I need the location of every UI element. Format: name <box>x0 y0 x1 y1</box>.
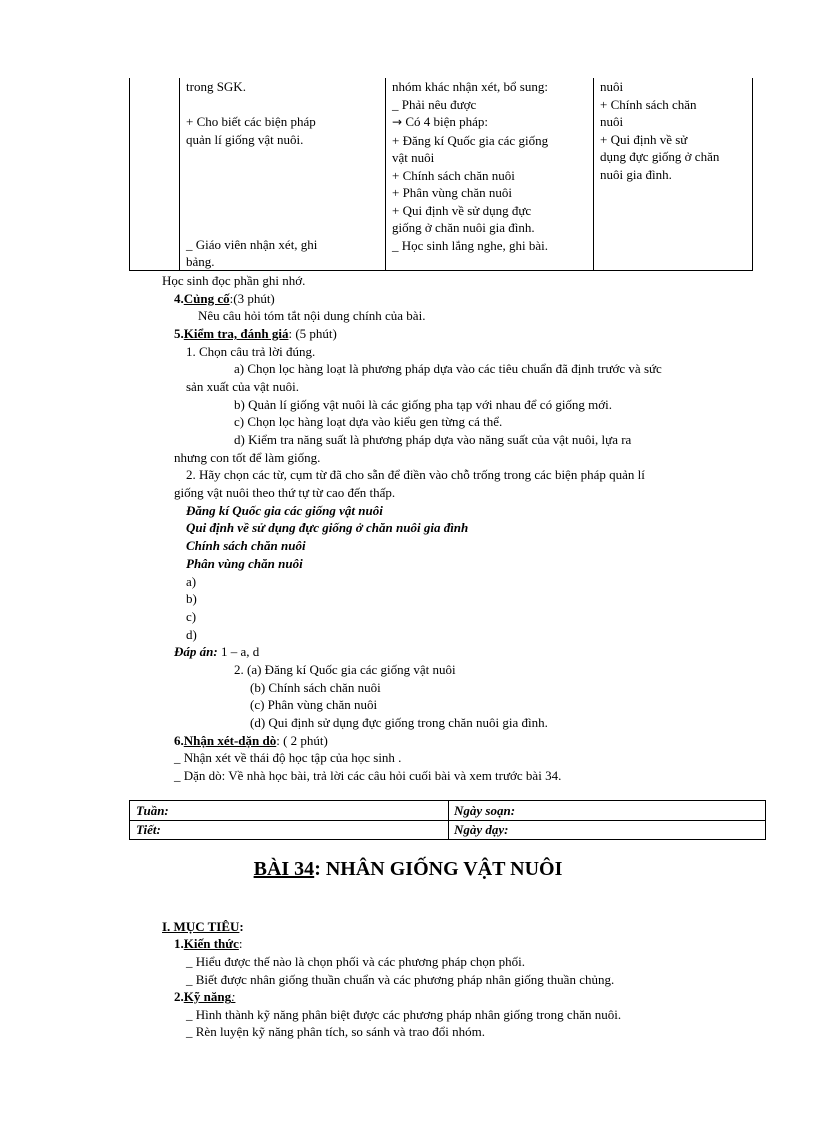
skills-item: _ Rèn luyện kỹ năng phân tích, so sánh và trao đổi nhóm. <box>186 1024 485 1039</box>
blank-item: c) <box>186 609 197 624</box>
question-2-cont: giống vật nuôi theo thứ tự từ cao đến thấp. <box>174 485 396 500</box>
question-1d-cont: nhưng con tốt để làm giống. <box>174 450 321 465</box>
section-6-heading: 6.Nhận xét-dặn dò: ( 2 phút) <box>174 733 328 748</box>
question-1c: c) Chọn lọc hàng loạt dựa vào kiểu gen từng cá thể. <box>234 414 503 429</box>
blank-item: d) <box>186 627 197 642</box>
answer-line-1: Đáp án: 1 – a, d <box>174 644 260 659</box>
lesson-title: BÀI 34: NHÂN GIỐNG VẬT NUÔI <box>253 858 563 880</box>
teach-date-label: Ngày dạy: <box>454 822 509 837</box>
section-4-heading: 4.Củng cố:(3 phút) <box>174 291 275 306</box>
section-4-text: Nêu câu hỏi tóm tắt nội dung chính của bài. <box>198 308 426 323</box>
option-item: Phân vùng chăn nuôi <box>186 556 303 571</box>
question-2: 2. Hãy chọn các từ, cụm từ đã cho sẵn để điền vào chỗ trống trong các biện pháp quản lí <box>186 467 645 482</box>
period-label: Tiết: <box>136 822 161 837</box>
student-activity-cell: nhóm khác nhận xét, bổ sung: _ Phải nêu được → Có 4 biện pháp: + Đăng kí Quốc gia các giống vật nuôi + Chính sách chăn nuôi + Phân vùng chăn nuôi + Qui định về sử dụng đực giống ở chăn nuôi gia đình. _ Học sinh lắng nghe, ghi bài. <box>392 79 549 253</box>
section-6-line: _ Nhận xét về thái độ học tập của học sinh . <box>174 750 402 765</box>
option-item: Chính sách chăn nuôi <box>186 538 306 553</box>
objectives-heading: I. MỤC TIÊU: <box>162 919 244 934</box>
question-1: 1. Chọn câu trả lời đúng. <box>186 344 316 359</box>
knowledge-item: _ Biết được nhân giống thuần chuẩn và các phương pháp nhân giống thuần chủng. <box>186 972 615 987</box>
answer-line: (c) Phân vùng chăn nuôi <box>250 697 378 712</box>
question-1a: a) Chọn lọc hàng loạt là phương pháp dựa vào các tiêu chuẩn đã định trước và sức <box>234 361 662 376</box>
question-1b: b) Quản lí giống vật nuôi là các giống pha tạp với nhau để có giống mới. <box>234 397 613 412</box>
knowledge-item: _ Hiểu được thế nào là chọn phối và các phương pháp chọn phối. <box>186 954 526 969</box>
question-1a-cont: sản xuất của vật nuôi. <box>186 379 299 394</box>
memo-reading-text: Học sinh đọc phần ghi nhớ. <box>162 273 306 288</box>
section-6-line: _ Dặn dò: Về nhà học bài, trả lời các câu hỏi cuối bài và xem trước bài 34. <box>174 768 562 783</box>
prep-date-label: Ngày soạn: <box>454 803 516 818</box>
knowledge-heading: 1.Kiến thức: <box>174 936 243 951</box>
option-item: Qui định về sử dụng đực giống ở chăn nuôi gia đình <box>186 520 469 535</box>
question-1d: d) Kiểm tra năng suất là phương pháp dựa vào năng suất của vật nuôi, lựa ra <box>234 432 632 447</box>
answer-line: (b) Chính sách chăn nuôi <box>250 680 381 695</box>
skills-item: _ Hình thành kỹ năng phân biệt được các phương pháp nhân giống trong chăn nuôi. <box>186 1007 622 1022</box>
answer-line: 2. (a) Đăng kí Quốc gia các giống vật nuôi <box>234 662 456 677</box>
teacher-activity-cell: trong SGK. + Cho biết các biện pháp quản lí giống vật nuôi. _ Giáo viên nhận xét, ghi bảng. <box>186 79 318 269</box>
blank-item: a) <box>186 574 197 589</box>
skills-heading: 2.Kỹ năng: <box>174 989 236 1004</box>
right-arrow-icon: → <box>392 115 403 129</box>
section-5-heading: 5.Kiểm tra, đánh giá: (5 phút) <box>174 326 337 341</box>
content-cell: nuôi + Chính sách chăn nuôi + Qui định về sử dụng đực giống ở chăn nuôi gia đình. <box>600 79 720 182</box>
blank-item: b) <box>186 591 197 606</box>
option-item: Đăng kí Quốc gia các giống vật nuôi <box>186 503 383 518</box>
answer-line: (d) Qui định sử dụng đực giống trong chăn nuôi gia đình. <box>250 715 548 730</box>
week-label: Tuần: <box>136 803 169 818</box>
